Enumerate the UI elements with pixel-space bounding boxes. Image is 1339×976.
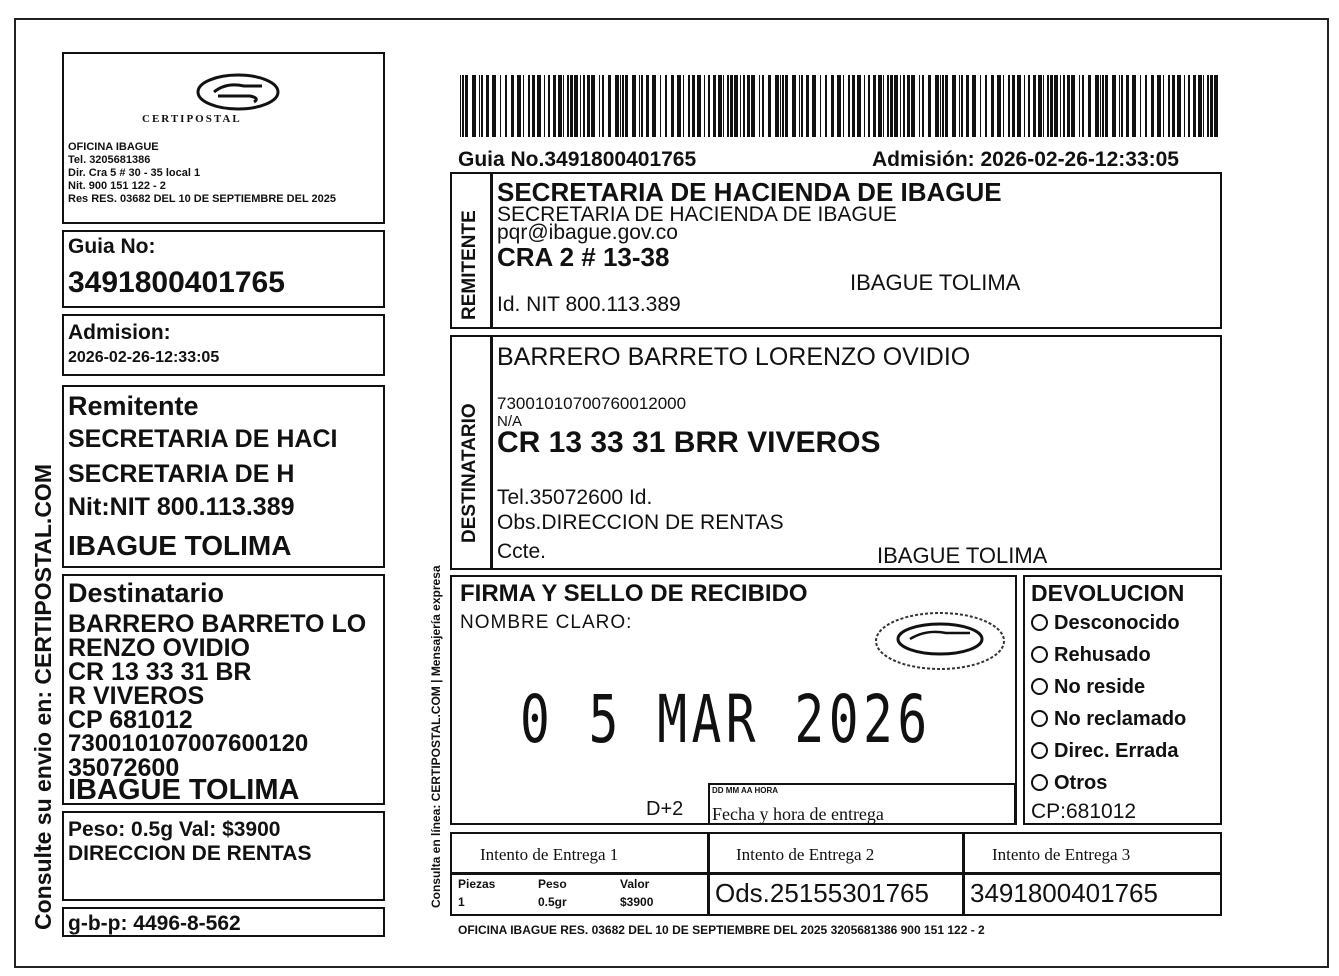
barcode-bar [1184, 75, 1185, 137]
barcode-bar [465, 75, 468, 137]
barcode-bar [848, 75, 850, 137]
barcode-bar [812, 75, 816, 137]
intento-1: Intento de Entrega 1 [480, 845, 619, 864]
barcode-bar [907, 75, 910, 137]
barcode-bar [759, 75, 760, 137]
dest-na: N/A [497, 413, 523, 430]
barcode-bar [1088, 75, 1091, 137]
barcode-bar [857, 75, 861, 137]
devolucion-option-no-reclamado[interactable] [1031, 709, 1186, 729]
barcode-bar [1151, 75, 1154, 137]
peso-line1: Peso: 0.5g Val: $3900 [68, 818, 281, 841]
barcode-bar [887, 75, 889, 137]
remitente-line2: SECRETARIA DE H [68, 460, 295, 488]
barcode-bar [544, 75, 545, 137]
intentos-col-divider-1 [707, 834, 710, 914]
barcode-bar [911, 75, 915, 137]
remitente-nit: Nit:NIT 800.113.389 [68, 493, 295, 521]
barcode-bar [1082, 75, 1084, 137]
barcode-bar [1043, 75, 1044, 137]
barcode-bar [831, 75, 834, 137]
barcode-bar [873, 75, 876, 137]
devolucion-box [1023, 575, 1222, 825]
devolucion-title: DEVOLUCION [1031, 580, 1185, 606]
barcode-bar [1033, 75, 1036, 137]
barcode-bar [780, 75, 781, 137]
barcode-bar [1140, 75, 1141, 137]
left-vertical-text: Consulte su envio en: CERTIPOSTAL.COM [30, 464, 56, 930]
piezas-value: 1 [458, 895, 465, 909]
barcode-bar [820, 75, 821, 137]
barcode-bar [997, 75, 1001, 137]
barcode-bar [692, 75, 695, 137]
option-label: Otros [1054, 772, 1108, 794]
rem-email: pqr@ibague.gov.co [497, 221, 678, 244]
intento-2: Intento de Entrega 2 [736, 845, 875, 864]
barcode-bar [740, 75, 741, 137]
barcode-bar [734, 75, 738, 137]
barcode-bar [991, 75, 994, 137]
stamp-seal-icon [870, 609, 1010, 673]
remitente-box [62, 385, 385, 568]
remitente-side-divider [490, 174, 493, 327]
barcode-bar [1095, 75, 1099, 137]
barcode-bar [697, 75, 701, 137]
header-guia: Guia No.3491800401765 [458, 148, 697, 171]
intentos-row-divider [452, 872, 1220, 875]
right-remitente-box [450, 172, 1222, 329]
rem-name: SECRETARIA DE HACIENDA DE IBAGUE [497, 177, 1002, 207]
dest-city: IBAGUE TOLIMA [877, 543, 1048, 568]
barcode-bar [1210, 75, 1213, 137]
dest-line-4: R VIVEROS [68, 682, 205, 710]
devolucion-option-rehusado[interactable] [1031, 645, 1151, 665]
barcode-bar [500, 75, 501, 137]
barcode-bar [837, 75, 841, 137]
barcode-bar [665, 75, 667, 137]
barcode-bar [632, 75, 636, 137]
admision-value: 2026-02-26-12:33:05 [68, 349, 220, 366]
destinatario-box [62, 574, 385, 805]
footer-text: OFICINA IBAGUE RES. 03682 DEL 10 DE SEPTIEMBRE DEL 2025 3205681386 900 151 122 - 2 [458, 923, 985, 937]
barcode-bar [852, 75, 855, 137]
rem-name2: SECRETARIA DE HACIENDA DE IBAGUE [497, 203, 897, 226]
barcode-bar [775, 75, 779, 137]
office-tel: Tel. 3205681386 [68, 154, 151, 166]
barcode-bar [528, 75, 530, 137]
barcode-bar [1008, 75, 1010, 137]
destinatario-label: Destinatario [68, 578, 225, 608]
barcode-bar [768, 75, 771, 137]
barcode-bar [704, 75, 705, 137]
office-box [62, 52, 385, 224]
barcode-bar [1071, 75, 1075, 137]
barcode-bar [792, 75, 796, 137]
barcode-bar [785, 75, 788, 137]
office-res: Res RES. 03682 DEL 10 DE SEPTIEMBRE DEL 2025 [68, 193, 336, 205]
guia-label: Guia No: [68, 235, 156, 258]
guia-box [62, 230, 385, 308]
d2-label: D+2 [646, 798, 684, 820]
barcode-bar [972, 75, 976, 137]
logo-text: CERTIPOSTAL [142, 113, 242, 125]
barcode-bar [641, 75, 643, 137]
radio-icon [1031, 774, 1048, 791]
barcode-bar [505, 75, 507, 137]
remitente-label: Remitente [68, 391, 199, 421]
destinatario-side-divider [490, 337, 493, 568]
barcode-bar [683, 75, 684, 137]
barcode-bar [1079, 75, 1080, 137]
barcode-bar [1003, 75, 1004, 137]
gbp-box [62, 907, 385, 937]
barcode-bar [1207, 75, 1209, 137]
barcode-bar [517, 75, 521, 137]
barcode-bar [1105, 75, 1108, 137]
barcode-bar [511, 75, 514, 137]
office-name: OFICINA IBAGUE [68, 141, 159, 153]
peso-header: Peso [538, 877, 567, 891]
barcode-bar [966, 75, 969, 137]
radio-icon [1031, 742, 1048, 759]
option-label: No reclamado [1054, 708, 1187, 730]
barcode-bar [919, 75, 920, 137]
barcode-bar [574, 75, 578, 137]
barcode-bar [1157, 75, 1161, 137]
barcode-bar [730, 75, 733, 137]
barcode-bar [652, 75, 656, 137]
barcode-bar [1145, 75, 1147, 137]
barcode-bar [1038, 75, 1042, 137]
barcode-bar [825, 75, 827, 137]
barcode-bar [1214, 75, 1218, 137]
barcode-bar [723, 75, 724, 137]
barcode-bar [486, 75, 489, 137]
firma-box [450, 575, 1017, 825]
fecha-label: Fecha y hora de entrega [712, 804, 884, 824]
barcode-bar [492, 75, 496, 137]
barcode-bar [660, 75, 661, 137]
barcode-bar [646, 75, 649, 137]
barcode-bar [688, 75, 690, 137]
devolucion-option-desconocido[interactable] [1031, 613, 1180, 633]
barcode-bar [747, 75, 750, 137]
stamp-date: 0 5 MAR 2026 [520, 681, 932, 758]
piezas-header: Piezas [458, 877, 496, 891]
barcode [460, 75, 1224, 137]
barcode-bar [868, 75, 870, 137]
barcode-bar [985, 75, 987, 137]
barcode-bar [472, 75, 476, 137]
dest-line-7: 35072600 [68, 754, 180, 782]
barcode-bar [952, 75, 956, 137]
firma-title: FIRMA Y SELLO DE RECIBIDO [460, 580, 808, 607]
right-destinatario-box [450, 335, 1222, 570]
barcode-bar [801, 75, 803, 137]
barcode-bar [570, 75, 573, 137]
office-dir: Dir. Cra 5 # 30 - 35 local 1 [68, 167, 201, 179]
admision-label: Admision: [68, 321, 171, 344]
radio-icon [1031, 678, 1048, 695]
barcode-bar [751, 75, 755, 137]
barcode-bar [959, 75, 960, 137]
office-nit: Nit. 900 151 122 - 2 [68, 180, 166, 192]
intentos-box [450, 832, 1222, 916]
rem-id: Id. NIT 800.113.389 [497, 293, 681, 316]
barcode-bar [843, 75, 844, 137]
barcode-bar [1163, 75, 1164, 137]
barcode-bar [1132, 75, 1136, 137]
barcode-bar [980, 75, 981, 137]
barcode-bar [713, 75, 716, 137]
barcode-bar [940, 75, 941, 137]
nombre-claro-label: NOMBRE CLARO: [460, 612, 633, 633]
barcode-bar [587, 75, 590, 137]
valor-value: $3900 [620, 895, 654, 909]
remitente-side-label: REMITENTE [459, 210, 480, 320]
barcode-bar [883, 75, 884, 137]
barcode-bar [942, 75, 944, 137]
barcode-bar [935, 75, 939, 137]
guia-number: 3491800401765 [68, 266, 285, 299]
barcode-bar [671, 75, 674, 137]
peso-line2: DIRECCION DE RENTAS [68, 842, 312, 865]
barcode-bar [1172, 75, 1175, 137]
barcode-bar [1126, 75, 1129, 137]
barcode-bar [1050, 75, 1053, 137]
barcode-bar [928, 75, 931, 137]
dest-ccte: Ccte. [497, 540, 547, 563]
dest-line-3: CR 13 33 31 BR [68, 658, 252, 686]
radio-icon [1031, 614, 1048, 631]
barcode-bar [625, 75, 628, 137]
barcode-bar [615, 75, 619, 137]
barcode-bar [537, 75, 541, 137]
devolucion-option-otros[interactable] [1031, 773, 1107, 793]
devolucion-option-no-reside[interactable] [1031, 677, 1145, 697]
barcode-bar [1203, 75, 1204, 137]
barcode-bar [718, 75, 722, 137]
barcode-bar [922, 75, 924, 137]
barcode-bar [553, 75, 556, 137]
peso-value: 0.5gr [538, 895, 567, 909]
dest-line-2: RENZO OVIDIO [68, 634, 250, 662]
intento-3: Intento de Entrega 3 [992, 845, 1131, 864]
barcode-bar [1119, 75, 1120, 137]
peso-box [62, 811, 385, 901]
destinatario-side-label: DESTINATARIO [459, 403, 480, 543]
dest-code: 73001010700760012000 [497, 394, 687, 413]
barcode-bar [677, 75, 681, 137]
remitente-line1: SECRETARIA DE HACI [68, 425, 338, 453]
barcode-bar [890, 75, 893, 137]
barcode-bar [864, 75, 865, 137]
barcode-bar [1177, 75, 1181, 137]
barcode-bar [799, 75, 800, 137]
remitente-city: IBAGUE TOLIMA [68, 530, 292, 561]
dest-address: CR 13 33 31 BRR VIVEROS [497, 426, 881, 459]
barcode-bar [708, 75, 710, 137]
radio-icon [1031, 646, 1048, 663]
option-label: Desconocido [1054, 612, 1180, 634]
gbp-code: g-b-p: 4496-8-562 [68, 912, 241, 935]
devolucion-cp: CP:681012 [1031, 800, 1137, 823]
barcode-bar [743, 75, 745, 137]
header-admision: Admisión: 2026-02-26-12:33:05 [872, 148, 1179, 171]
barcode-bar [620, 75, 621, 137]
barcode-bar [894, 75, 898, 137]
dest-line-1: BARRERO BARRETO LO [68, 610, 367, 638]
barcode-bar [591, 75, 595, 137]
right-vertical-text: Consulta en línea: CERTIPOSTAL.COM | Mensajería expresa [429, 565, 443, 908]
barcode-bar [1112, 75, 1116, 137]
barcode-bar [1060, 75, 1061, 137]
barcode-bar [782, 75, 784, 137]
dest-line-6: 730010107007600120 [68, 730, 309, 757]
option-label: Direc. Errada [1054, 740, 1179, 762]
barcode-bar [727, 75, 729, 137]
admision-box [62, 314, 385, 376]
barcode-bar [1168, 75, 1170, 137]
barcode-bar [1017, 75, 1021, 137]
dest-tel: Tel.35072600 Id. [497, 486, 653, 509]
barcode-bar [1102, 75, 1104, 137]
barcode-bar [1067, 75, 1070, 137]
barcode-bar [1054, 75, 1058, 137]
barcode-bar [523, 75, 524, 137]
barcode-bar [1028, 75, 1030, 137]
barcode-bar [479, 75, 480, 137]
barcode-bar [608, 75, 611, 137]
devolucion-option-direc-errada[interactable] [1031, 741, 1179, 761]
barcode-bar [481, 75, 483, 137]
dest-obs: Obs.DIRECCION DE RENTAS [497, 511, 784, 534]
dest-line-5: CP 681012 [68, 706, 193, 734]
option-label: Rehusado [1054, 644, 1151, 666]
ods-number: Ods.25155301765 [715, 878, 929, 908]
barcode-bar [599, 75, 600, 137]
barcode-bar [1121, 75, 1123, 137]
barcode-bar [622, 75, 624, 137]
barcode-bar [945, 75, 948, 137]
barcode-bar [878, 75, 882, 137]
rem-address: CRA 2 # 13-38 [497, 242, 670, 272]
barcode-bar [558, 75, 562, 137]
barcode-bar [1188, 75, 1190, 137]
barcode-bar [567, 75, 569, 137]
barcode-bar [806, 75, 809, 137]
barcode-bar [583, 75, 585, 137]
barcode-bar [1100, 75, 1101, 137]
barcode-bar [462, 75, 464, 137]
dest-line-8: IBAGUE TOLIMA [68, 774, 300, 806]
barcode-bar [602, 75, 604, 137]
barcode-bar [460, 75, 461, 137]
barcode-bar [1024, 75, 1025, 137]
barcode-bar [639, 75, 640, 137]
barcode-bar [1198, 75, 1202, 137]
barcode-bar [900, 75, 901, 137]
barcode-bar [762, 75, 764, 137]
barcode-bar [580, 75, 581, 137]
barcode-bar [563, 75, 564, 137]
barcode-bar [961, 75, 963, 137]
valor-header: Valor [620, 877, 650, 891]
fecha-header: DD MM AA HORA [712, 786, 779, 795]
barcode-bar [1012, 75, 1015, 137]
barcode-bar [532, 75, 535, 137]
barcode-bar [548, 75, 550, 137]
radio-icon [1031, 710, 1048, 727]
barcode-bar [1047, 75, 1049, 137]
barcode-bar [903, 75, 905, 137]
fecha-entrega-box [708, 783, 1016, 825]
rem-city: IBAGUE TOLIMA [850, 270, 1021, 295]
barcode-bar [1063, 75, 1065, 137]
guia-number-bottom: 3491800401765 [970, 878, 1158, 908]
intentos-col-divider-2 [962, 834, 965, 914]
option-label: No reside [1054, 676, 1146, 698]
barcode-bar [1193, 75, 1196, 137]
dest-name: BARRERO BARRETO LORENZO OVIDIO [497, 343, 971, 371]
